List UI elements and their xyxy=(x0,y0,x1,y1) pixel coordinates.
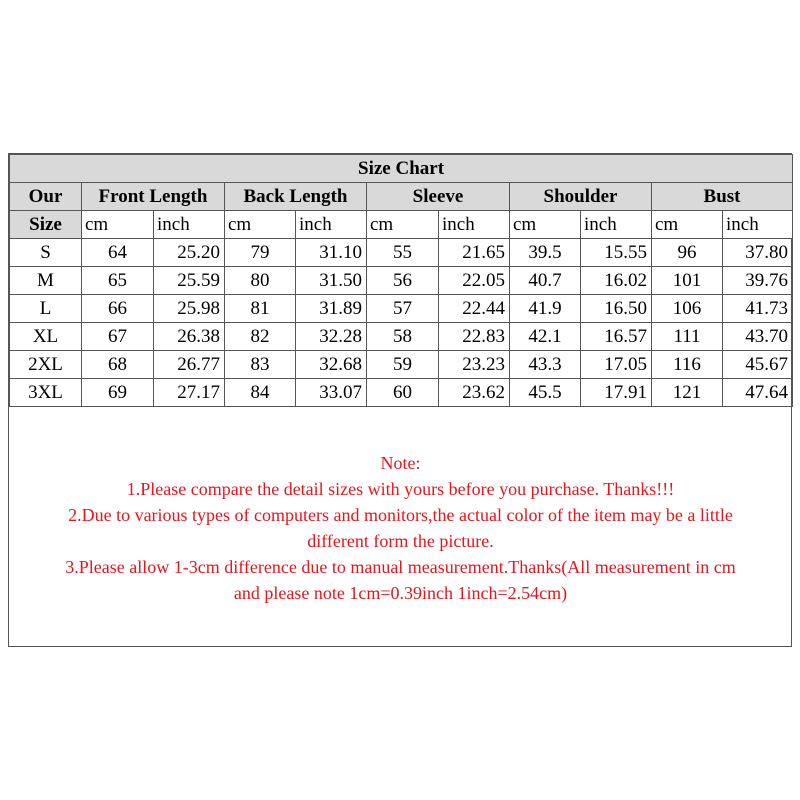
inch-value-cell: 31.50 xyxy=(296,267,367,295)
cm-value-cell: 96 xyxy=(652,239,723,267)
note-line-2b: different form the picture. xyxy=(307,531,494,551)
our-size-header-bottom: Size xyxy=(10,211,82,239)
size-cell: 3XL xyxy=(10,379,82,407)
cm-value-cell: 80 xyxy=(225,267,296,295)
inch-value-cell: 32.28 xyxy=(296,323,367,351)
inch-value-cell: 22.05 xyxy=(439,267,510,295)
chart-title: Size Chart xyxy=(10,155,793,183)
note-line-3a: 3.Please allow 1-3cm difference due to manual measurement.Thanks(All measurement in cm xyxy=(65,557,736,577)
cm-value-cell: 84 xyxy=(225,379,296,407)
unit-cm: cm xyxy=(510,211,581,239)
unit-inch: inch xyxy=(581,211,652,239)
size-cell: L xyxy=(10,295,82,323)
cm-value-cell: 106 xyxy=(652,295,723,323)
inch-value-cell: 15.55 xyxy=(581,239,652,267)
cm-value-cell: 42.1 xyxy=(510,323,581,351)
unit-header-row xyxy=(10,211,793,239)
cm-value-cell: 58 xyxy=(367,323,439,351)
back-length-header: Back Length xyxy=(225,183,367,211)
inch-value-cell: 23.23 xyxy=(439,351,510,379)
sleeve-header: Sleeve xyxy=(367,183,510,211)
inch-value-cell: 26.77 xyxy=(154,351,225,379)
inch-value-cell: 17.05 xyxy=(581,351,652,379)
inch-value-cell: 31.89 xyxy=(296,295,367,323)
table-row xyxy=(10,239,793,267)
size-cell: M xyxy=(10,267,82,295)
cm-value-cell: 41.9 xyxy=(510,295,581,323)
cm-value-cell: 56 xyxy=(367,267,439,295)
cm-value-cell: 64 xyxy=(82,239,154,267)
inch-value-cell: 41.73 xyxy=(723,295,793,323)
unit-inch: inch xyxy=(439,211,510,239)
inch-value-cell: 21.65 xyxy=(439,239,510,267)
cm-value-cell: 40.7 xyxy=(510,267,581,295)
inch-value-cell: 16.02 xyxy=(581,267,652,295)
unit-cm: cm xyxy=(225,211,296,239)
size-chart-table xyxy=(9,154,793,407)
inch-value-cell: 23.62 xyxy=(439,379,510,407)
cm-value-cell: 39.5 xyxy=(510,239,581,267)
inch-value-cell: 32.68 xyxy=(296,351,367,379)
inch-value-cell: 16.50 xyxy=(581,295,652,323)
inch-value-cell: 25.98 xyxy=(154,295,225,323)
table-row xyxy=(10,379,793,407)
front-length-header: Front Length xyxy=(82,183,225,211)
inch-value-cell: 45.67 xyxy=(723,351,793,379)
inch-value-cell: 37.80 xyxy=(723,239,793,267)
unit-inch: inch xyxy=(154,211,225,239)
size-cell: XL xyxy=(10,323,82,351)
inch-value-cell: 31.10 xyxy=(296,239,367,267)
cm-value-cell: 121 xyxy=(652,379,723,407)
notes-section xyxy=(9,450,792,606)
cm-value-cell: 68 xyxy=(82,351,154,379)
our-size-header-top: Our xyxy=(10,183,82,211)
shoulder-header: Shoulder xyxy=(510,183,652,211)
cm-value-cell: 82 xyxy=(225,323,296,351)
cm-value-cell: 79 xyxy=(225,239,296,267)
cm-value-cell: 101 xyxy=(652,267,723,295)
inch-value-cell: 22.83 xyxy=(439,323,510,351)
size-chart-sheet xyxy=(8,153,792,647)
cm-value-cell: 65 xyxy=(82,267,154,295)
table-row xyxy=(10,323,793,351)
size-cell: S xyxy=(10,239,82,267)
cm-value-cell: 81 xyxy=(225,295,296,323)
unit-inch: inch xyxy=(296,211,367,239)
cm-value-cell: 57 xyxy=(367,295,439,323)
table-row xyxy=(10,267,793,295)
unit-cm: cm xyxy=(652,211,723,239)
cm-value-cell: 67 xyxy=(82,323,154,351)
inch-value-cell: 27.17 xyxy=(154,379,225,407)
inch-value-cell: 39.76 xyxy=(723,267,793,295)
note-heading: Note: xyxy=(380,453,421,473)
cm-value-cell: 66 xyxy=(82,295,154,323)
table-row xyxy=(10,295,793,323)
inch-value-cell: 33.07 xyxy=(296,379,367,407)
note-line-2a: 2.Due to various types of computers and monitors,the actual color of the item may be a little xyxy=(68,505,733,525)
inch-value-cell: 16.57 xyxy=(581,323,652,351)
note-line-3b: and please note 1cm=0.39inch 1inch=2.54cm) xyxy=(233,583,568,603)
cm-value-cell: 69 xyxy=(82,379,154,407)
unit-cm: cm xyxy=(367,211,439,239)
unit-inch: inch xyxy=(723,211,793,239)
bust-header: Bust xyxy=(652,183,793,211)
inch-value-cell: 43.70 xyxy=(723,323,793,351)
cm-value-cell: 43.3 xyxy=(510,351,581,379)
size-cell: 2XL xyxy=(10,351,82,379)
cm-value-cell: 59 xyxy=(367,351,439,379)
cm-value-cell: 55 xyxy=(367,239,439,267)
unit-cm: cm xyxy=(82,211,154,239)
inch-value-cell: 25.59 xyxy=(154,267,225,295)
inch-value-cell: 47.64 xyxy=(723,379,793,407)
group-header-row xyxy=(10,183,793,211)
cm-value-cell: 111 xyxy=(652,323,723,351)
inch-value-cell: 22.44 xyxy=(439,295,510,323)
title-row xyxy=(10,155,793,183)
inch-value-cell: 17.91 xyxy=(581,379,652,407)
inch-value-cell: 25.20 xyxy=(154,239,225,267)
cm-value-cell: 83 xyxy=(225,351,296,379)
cm-value-cell: 116 xyxy=(652,351,723,379)
inch-value-cell: 26.38 xyxy=(154,323,225,351)
cm-value-cell: 60 xyxy=(367,379,439,407)
cm-value-cell: 45.5 xyxy=(510,379,581,407)
table-row xyxy=(10,351,793,379)
note-line-1: 1.Please compare the detail sizes with yours before you purchase. Thanks!!! xyxy=(126,479,675,499)
